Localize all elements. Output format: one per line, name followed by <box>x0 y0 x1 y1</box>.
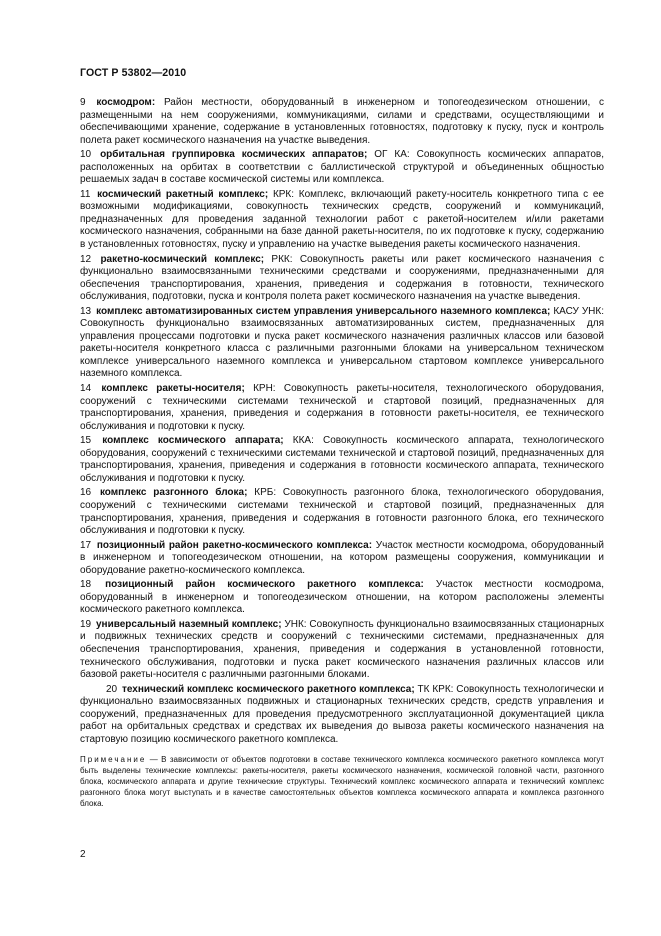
term-number: 19 <box>80 618 92 630</box>
term-number: 15 <box>80 435 92 447</box>
term-number: 18 <box>80 579 92 591</box>
note-block <box>80 754 604 809</box>
term-title: комплекс ракеты-носителя; <box>101 383 245 395</box>
term-entry-20 <box>80 684 604 747</box>
term-title: позиционный район ракетно-космического комплекса: <box>96 539 373 551</box>
term-number: 20 <box>106 683 118 695</box>
term-definition: Участок местности космодрома, оборудованный в инженерном и топогеодезическом отношении, на котором размещены сооружения, коммуникации и оборудование ракетно-космического комплекса. <box>80 539 605 576</box>
term-title: комплекс разгонного блока; <box>99 487 248 499</box>
term-title: технический комплекс космического ракетного комплекса; <box>121 683 415 695</box>
term-title: позиционный район космического ракетного комплекса: <box>105 579 424 591</box>
term-number: 14 <box>80 383 92 395</box>
term-number: 17 <box>80 539 92 551</box>
term-number: 12 <box>80 253 92 265</box>
term-definition: РКК: Совокупность ракеты или ракет космического назначения с функционально взаимосвязанными техническими средствами и сооружениями, предназначенными для обеспечения транспортирования, хранения, приведения и содержания в готовности, технического обслуживания, подготовки, пуска и контроля полета ракет космического назначения на участке выведения. <box>80 253 605 303</box>
note-text: В зависимости от объектов подготовки в составе технического комплекса космического ракетного комплекса могут быть выделены технические комплексы: ракеты-носителя, ракеты космического назначения, космической головной части, разгонного блока, космического аппарата и другие технические структуры. Технический комплекс космического аппарата и технический комплекс разгонного блока могут выступать и в качестве самостоятельных объектов комплекса космического аппарата и комплекса разгонного блока. <box>80 755 604 809</box>
page-number: 2 <box>80 849 86 860</box>
term-title: комплекс автоматизированных систем управления универсального наземного комплекса; <box>96 305 551 317</box>
term-entry-12 <box>80 254 604 304</box>
term-entry-19 <box>80 619 604 682</box>
term-entry-11 <box>80 189 604 252</box>
term-entry-14 <box>80 383 604 433</box>
term-title: универсальный наземный комплекс; <box>95 618 282 630</box>
term-definition: Район местности, оборудованный в инженерном и топогеодезическом отношении, с размещенными на нем сооружениями, коммуникациями, силами и средствами, осуществляющими и обеспечивающими хранение, содержание в установленных готовностях, подготовку к пуску, пуск и контроль полета ракет космического назначения на участке выведения. <box>80 97 605 146</box>
term-definition: КРБ: Совокупность разгонного блока, технологического оборудования, сооружений с техническими системами технической и стартовой позиций, предназначенных для транспортирования, хранения, приведения и содержания в готовности разгонного блока, его технического обслуживания и подготовки к пуску. <box>80 487 605 537</box>
term-entry-9 <box>80 97 604 147</box>
term-entry-18 <box>80 579 604 617</box>
term-definition: КРН: Совокупность ракеты-носителя, технологического оборудования, сооружений с техническими системами технической и стартовой позиций, предназначенных для транспортирования, хранения, приведения и содержания в готовности ракеты-носителя, ее технического обслуживания и подготовки к пуску. <box>80 383 605 432</box>
document-id-header: ГОСТ Р 53802—2010 <box>80 67 187 79</box>
term-number: 10 <box>80 149 92 161</box>
note-dash: — <box>146 755 162 765</box>
term-title: космический ракетный комплекс; <box>97 188 269 200</box>
term-title: ракетно-космический комплекс; <box>100 253 265 265</box>
term-definition: УНК: Совокупность функционально взаимосвязанных стационарных и подвижных технических средств и сооружений с техническими системами, предназначенных для обеспечения транспортирования, хранения, приведения и содержания в установленной готовности, технического обслуживания, подготовки и пуска ракет космического назначения различных классов или базовой ракеты-носителя с различными разгонными блоками. <box>80 618 605 681</box>
term-definition: Участок местности космодрома, оборудованный в инженерном и топогеодезическом отношении, на котором расположены элементы космического ракетного комплекса. <box>80 579 605 616</box>
term-entry-15 <box>80 435 604 485</box>
term-definition: КРК: Комплекс, включающий ракету-носитель конкретного типа с ее возможными модификациями, совокупность технических средств, сооружений и коммуникаций, предназначенных для проведения заданной технологии работ с ракетой-носителем и/или ракетами космического назначения, собранными на базе данной ракеты-носителя, по их подготовке к пуску, содержанию в установленных готовностях, пуску и управлению на участке выведения ракеты космического назначения. <box>80 188 604 251</box>
term-definition: ККА: Совокупность космического аппарата, технологического оборудования, сооружений с техническими системами технической и стартовой позиций, предназначенных для транспортирования, хранения, приведения и содержания в готовности космического аппарата, технического обслуживания и подготовки к пуску. <box>80 435 604 484</box>
term-number: 9 <box>80 97 86 108</box>
term-number: 11 <box>80 188 91 200</box>
term-definition: КАСУ УНК: Совокупность функционально взаимосвязанных автоматизированных систем, предназначенных для управления процессами подготовки и пуска ракет космического назначения различных классов или базовой ракеты-носителя конкретного класса с различными разгонными блоками на универсальном техническом комплексе универсального наземного комплекса и универсальном стартовом комплексе универсального наземного комплекса. <box>80 305 605 380</box>
term-title: космодром: <box>96 97 156 108</box>
term-entry-13 <box>80 306 604 381</box>
terms-list <box>80 97 604 817</box>
term-entry-10 <box>80 149 604 187</box>
term-title: комплекс космического аппарата; <box>102 435 284 447</box>
term-number: 13 <box>80 305 92 317</box>
term-entry-16 <box>80 487 604 537</box>
term-title: орбитальная группировка космических аппаратов; <box>100 149 368 161</box>
term-definition: ТК КРК: Совокупность технологически и функционально взаимосвязанных подвижных и стационарных технических средств, средств управления и сооружений, предназначенных для проведения предусмотренного эксплуатационной документацией цикла работ на орбитальных средствах и средствах их выведения до вывоза ракеты космического назначения на стартовую позицию космического ракетного комплекса. <box>80 683 604 745</box>
term-number: 16 <box>80 487 92 499</box>
note-label: Примечание <box>80 755 147 765</box>
term-definition: ОГ КА: Совокупность космических аппаратов, расположенных на орбитах в соответствии с баллистической структурой и объединенных общностью решаемых задач в составе космической системы или комплекса. <box>80 149 605 186</box>
term-entry-17 <box>80 540 604 578</box>
